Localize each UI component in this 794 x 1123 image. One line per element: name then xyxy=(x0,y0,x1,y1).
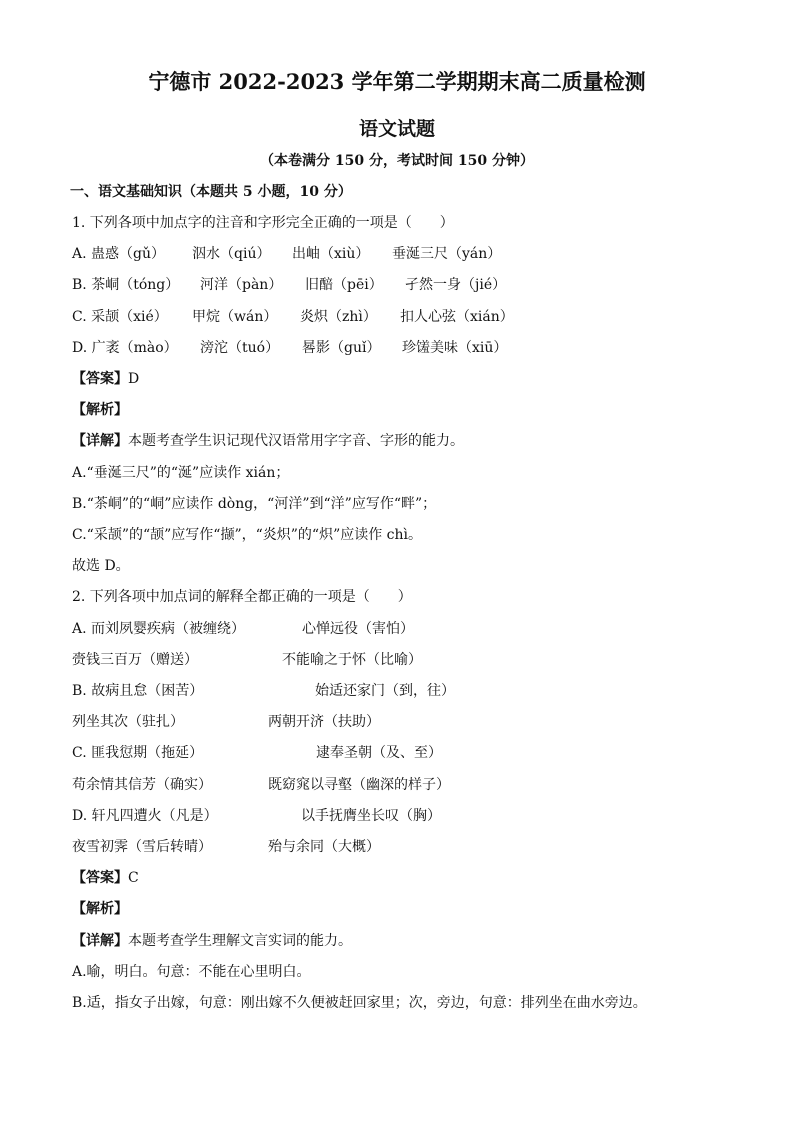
exam-subtitle: 语文试题 xyxy=(358,118,435,140)
q1-d-item-4: 珍馐美味（xiū） xyxy=(402,340,508,356)
exam-note: （本卷满分 150 分，考试时间 150 分钟） xyxy=(260,153,534,169)
q1-detail-text: 本题考查学生识记现代汉语常用字字音、字形的能力。 xyxy=(128,433,464,449)
q2-item: 以手抚膺坐长叹（胸） xyxy=(301,808,441,824)
q2-analysis-line: B.适，指女子出嫁，句意：刚出嫁不久便被赶回家里；次，旁边，句意：排列坐在曲水旁边。 xyxy=(72,995,647,1011)
q2-answer xyxy=(72,869,139,887)
q1-b-item-1: B. 茶峒（tóng） xyxy=(72,277,180,293)
q2-item: 始适还家门（到，往） xyxy=(315,683,455,699)
q2-answer-label: 【答案】 xyxy=(72,870,128,886)
q2-item: 夜雪初霁（雪后转晴） xyxy=(72,839,212,855)
q1-c-item-4: 扣人心弦（xián） xyxy=(400,309,514,325)
q1-answer-value: D xyxy=(128,371,140,387)
q1-detail-label: 【详解】 xyxy=(72,433,128,449)
q2-analysis-line: A.喻，明白。句意：不能在心里明白。 xyxy=(72,964,311,980)
q1-analysis-line: B.“茶峒”的“峒”应读作 dòng，“河洋”到“洋”应写作“畔”； xyxy=(72,496,437,512)
q2-stem: 2. 下列各项中加点词的解释全都正确的一项是（ ） xyxy=(72,589,412,605)
q2-item: 两朝开济（扶助） xyxy=(268,714,380,730)
q2-analysis-label: 【解析】 xyxy=(72,901,128,917)
q2-item: A. 而刘夙婴疾病（被缠绕） xyxy=(72,621,246,637)
q1-analysis-line: A.“垂涎三尺”的“涎”应读作 xián； xyxy=(72,465,290,481)
q2-item: C. 匪我愆期（拖延） xyxy=(72,745,204,761)
q1-c-item-2: 甲烷（wán） xyxy=(192,309,278,325)
q1-detail xyxy=(72,432,464,450)
q2-item: 既窈窕以寻壑（幽深的样子） xyxy=(268,777,450,793)
q1-d-item-1: D. 广袤（mào） xyxy=(72,340,178,356)
q1-c-item-1: C. 采颉（xié） xyxy=(72,309,168,325)
q1-analysis-label: 【解析】 xyxy=(72,402,128,418)
q1-d-item-2: 滂沱（tuó） xyxy=(200,340,280,356)
q2-answer-value: C xyxy=(128,870,139,886)
q1-answer-label: 【答案】 xyxy=(72,371,128,387)
q1-b-item-3: 旧醅（pēi） xyxy=(305,277,383,293)
exam-title: 宁德市 2022-2023 学年第二学期期末高二质量检测 xyxy=(148,69,646,94)
q2-detail-text: 本题考查学生理解文言实词的能力。 xyxy=(128,933,352,949)
q1-analysis-line: C.“采颉”的“颉”应写作“撷”，“炎炽”的“炽”应读作 chì。 xyxy=(72,527,423,543)
q1-stem: 1. 下列各项中加点字的注音和字形完全正确的一项是（ ） xyxy=(72,215,454,231)
q2-item: D. 轩凡四遭火（凡是） xyxy=(72,808,218,824)
q1-answer xyxy=(72,370,139,388)
q2-item: 心惮远役（害怕） xyxy=(302,621,414,637)
q1-a-item-3: 出岫（xiù） xyxy=(292,246,370,262)
q2-item: B. 故病且怠（困苦） xyxy=(72,683,204,699)
q2-item: 苟余情其信芳（确实） xyxy=(72,777,212,793)
q2-item: 不能喻之于怀（比喻） xyxy=(282,652,422,668)
q1-a-item-1: A. 蛊惑（gǔ） xyxy=(72,246,165,262)
q2-detail xyxy=(72,932,352,950)
q1-c-item-3: 炎炽（zhì） xyxy=(300,309,377,325)
q1-a-item-2: 泅水（qiú） xyxy=(192,246,271,262)
q2-item: 逮奉圣朝（及、至） xyxy=(316,745,442,761)
q1-d-item-3: 晷影（guǐ） xyxy=(302,340,381,356)
q1-conclusion: 故选 D。 xyxy=(72,558,130,574)
section-heading: 一、语文基础知识（本题共 5 小题，10 分） xyxy=(70,184,352,200)
q1-b-item-2: 河洋（pàn） xyxy=(200,277,283,293)
q2-item: 殆与余同（大概） xyxy=(268,839,380,855)
q2-item: 赍钱三百万（赠送） xyxy=(72,652,198,668)
q2-item: 列坐其次（驻扎） xyxy=(72,714,184,730)
q1-a-item-4: 垂涎三尺（yán） xyxy=(392,246,502,262)
q1-b-item-4: 孑然一身（jié） xyxy=(405,277,507,293)
q2-detail-label: 【详解】 xyxy=(72,933,128,949)
